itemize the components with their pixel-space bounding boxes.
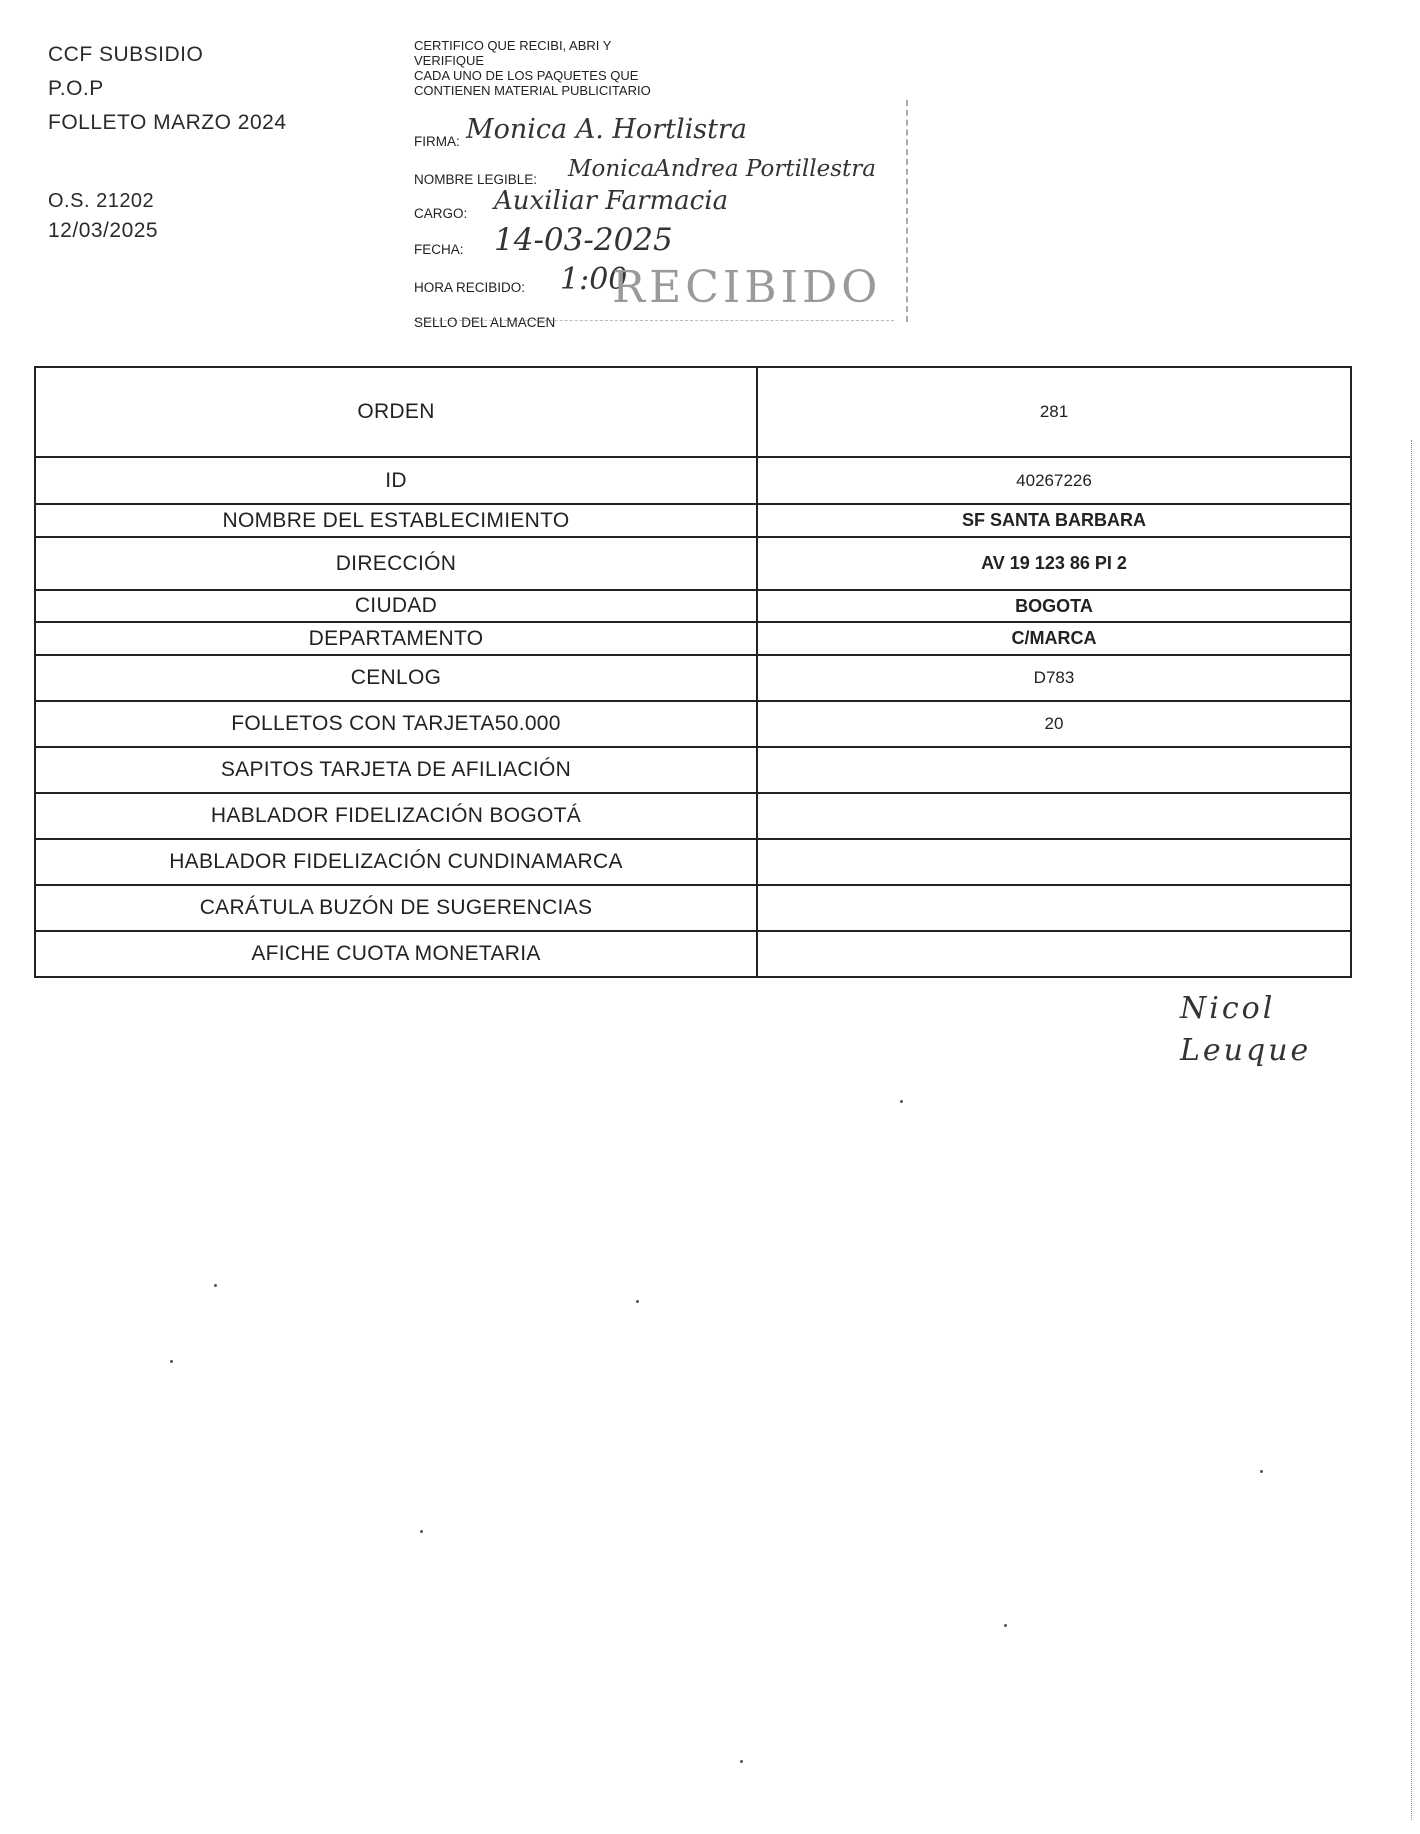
scan-speck (1004, 1624, 1007, 1627)
row-label: CIUDAD (35, 590, 757, 622)
row-label: CENLOG (35, 655, 757, 701)
row-value: 40267226 (757, 457, 1351, 504)
scan-speck (740, 1760, 743, 1763)
row-label: HABLADOR FIDELIZACIÓN CUNDINAMARCA (35, 839, 757, 885)
table-row (35, 885, 1351, 931)
table-row (35, 622, 1351, 655)
row-label: NOMBRE DEL ESTABLECIMIENTO (35, 504, 757, 537)
row-value: SF SANTA BARBARA (757, 504, 1351, 537)
row-label: DIRECCIÓN (35, 537, 757, 590)
scan-speck (900, 1100, 903, 1103)
row-label: CARÁTULA BUZÓN DE SUGERENCIAS (35, 885, 757, 931)
row-value (757, 793, 1351, 839)
order-service: O.S. 21202 (48, 190, 155, 212)
sello-label: SELLO DEL ALMACEN (414, 315, 556, 330)
cert-line: CADA UNO DE LOS PAQUETES QUE (414, 68, 639, 83)
fecha-label: FECHA: (414, 242, 464, 257)
table-row (35, 839, 1351, 885)
table-row (35, 655, 1351, 701)
scan-speck (1260, 1470, 1263, 1473)
scan-speck (420, 1530, 423, 1533)
row-value: C/MARCA (757, 622, 1351, 655)
header-date: 12/03/2025 (48, 219, 159, 242)
fecha-value: 14-03-2025 (494, 222, 673, 258)
row-label: FOLLETOS CON TARJETA50.000 (35, 701, 757, 747)
table-row (35, 537, 1351, 590)
scan-speck (214, 1284, 217, 1287)
company-line: CCF SUBSIDIO (48, 43, 204, 66)
row-value: 281 (757, 367, 1351, 457)
table-row (35, 590, 1351, 622)
row-value (757, 931, 1351, 977)
row-label: DEPARTAMENTO (35, 622, 757, 655)
row-value (757, 839, 1351, 885)
row-label: ORDEN (35, 367, 757, 457)
firma-signature: Monica A. Hortlistra (466, 114, 747, 145)
stamp-border (880, 100, 908, 322)
row-value (757, 747, 1351, 793)
table-row (35, 367, 1351, 457)
row-label: SAPITOS TARJETA DE AFILIACIÓN (35, 747, 757, 793)
handwritten-note (1180, 988, 1311, 1072)
cargo-value: Auxiliar Farmacia (494, 186, 729, 216)
scan-speck (170, 1360, 173, 1363)
cargo-label: CARGO: (414, 206, 468, 221)
cert-line: CONTIENEN MATERIAL PUBLICITARIO (414, 83, 651, 98)
row-value: D783 (757, 655, 1351, 701)
received-stamp: RECIBIDO (612, 262, 882, 313)
firma-label: FIRMA: (414, 134, 460, 149)
pop-line: P.O.P (48, 77, 104, 100)
row-label: ID (35, 457, 757, 504)
table-row (35, 793, 1351, 839)
table-row (35, 457, 1351, 504)
row-value: 20 (757, 701, 1351, 747)
certification-text (414, 38, 651, 98)
row-value: BOGOTA (757, 590, 1351, 622)
nombre-label: NOMBRE LEGIBLE: (414, 172, 538, 187)
hora-value: 1:00 (560, 262, 628, 297)
note-line: Leuque (1180, 1033, 1312, 1068)
nombre-value: MonicaAndrea Portillestra (568, 156, 876, 182)
header-left (48, 38, 287, 248)
folleto-line: FOLLETO MARZO 2024 (48, 111, 287, 134)
note-line: Nicol (1180, 991, 1276, 1026)
scan-speck (636, 1300, 639, 1303)
row-value (757, 885, 1351, 931)
table-row (35, 931, 1351, 977)
table-row (35, 504, 1351, 537)
table-row (35, 701, 1351, 747)
hora-label: HORA RECIBIDO: (414, 280, 526, 295)
delivery-table (34, 366, 1352, 978)
row-label: HABLADOR FIDELIZACIÓN BOGOTÁ (35, 793, 757, 839)
row-value: AV 19 123 86 PI 2 (757, 537, 1351, 590)
cert-line: VERIFIQUE (414, 53, 485, 68)
scan-edge (1411, 440, 1414, 1820)
row-label: AFICHE CUOTA MONETARIA (35, 931, 757, 977)
table-row (35, 747, 1351, 793)
cert-line: CERTIFICO QUE RECIBI, ABRI Y (414, 38, 612, 53)
